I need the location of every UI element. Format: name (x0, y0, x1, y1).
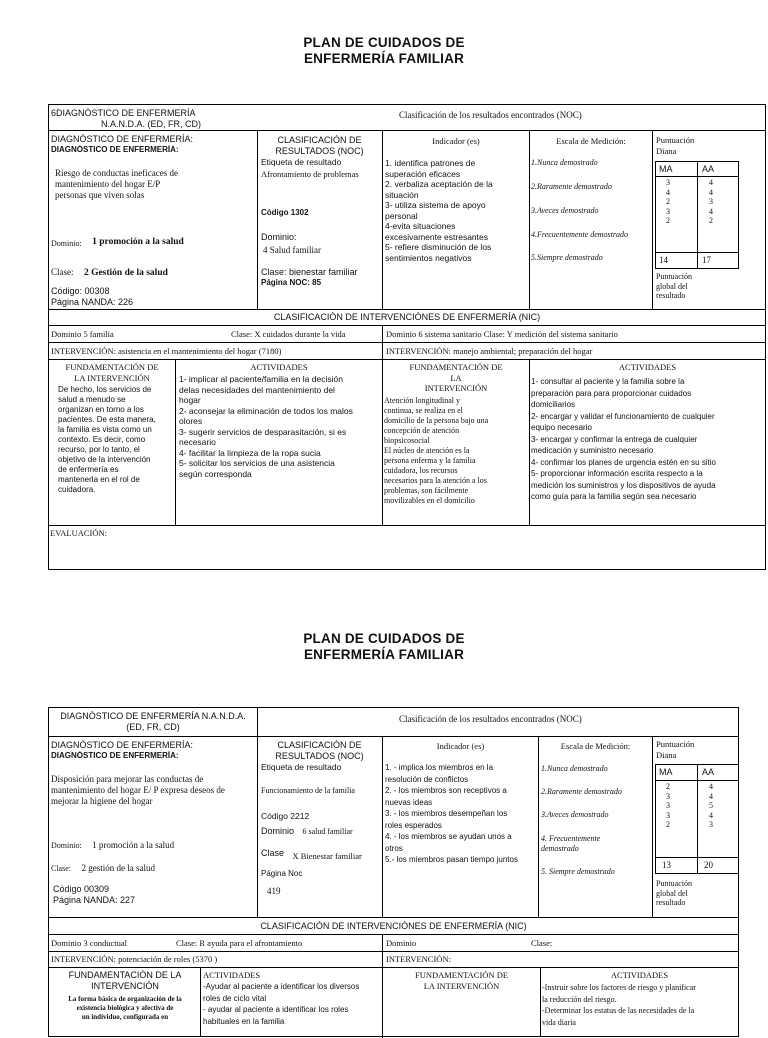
plan2-clase: Clase: 2 gestión de la salud (51, 863, 155, 873)
plan2-right-intervencion: INTERVENCIÓN: (386, 954, 451, 964)
plan2-escala-4: 4. Frecuentemente demostrado (541, 834, 601, 853)
plan2-noc-header: Clasificación de los resultados encontrados (NOC) (399, 714, 582, 724)
plan2-pagina-nanda: Página NANDA: 227 (53, 895, 136, 905)
plan1-ma-values: 3 4 2 3 2 (666, 178, 670, 225)
plan1-left-dominio: Dominio 5 familia (51, 329, 114, 339)
plan2-noc-column-title: CLASIFICACIÓN DE RESULTADOS (NOC) (275, 740, 364, 761)
plan1-noc-clase: Clase: bienestar familiar (261, 267, 358, 277)
plan2-aa-values: 4 4 5 4 3 (709, 782, 713, 829)
plan1-etiqueta: Etiqueta de resultado (261, 157, 342, 167)
plan1-nanda-header: 6DIAGNÓSTICO DE ENFERMERÍA N.A.N.D.A. (ED, FR, CD) (51, 108, 201, 129)
plan1-fund2-header: FUNDAMENTACIÓN DE LA INTERVENCIÓN (409, 362, 503, 393)
plan2-indicadores: 1. - implica los miembros en la resolución de conflictos 2. - los miembros son receptivos a nuevas ideas 3. - los miembros desempeñan los roles esperados 4. - los miembros se ayudan unos a otros 5.- los miembros pasan tiempo juntos (385, 763, 518, 864)
plan1-right-intervencion: INTERVENCIÓN: manejo ambiental; preparación del hogar (386, 346, 593, 356)
plan2-noc-pagina: Página Noc (261, 869, 303, 878)
plan1-escala-3: 3.Aveces demostrado (531, 206, 599, 215)
plan1-etiqueta-value: Afrontamiento de problemas (261, 169, 359, 179)
plan1-aa-values: 4 4 3 4 2 (709, 178, 713, 225)
plan2-puntuacion-diana: Puntuación Diana (656, 739, 695, 760)
plan1-puntuacion-diana: Puntuación Diana (656, 135, 695, 156)
plan1-fund2-text: Atención longitudinal y continua, se realiza en el domicilio de la persona bajo una concepción de atención biopsicosocial El núcleo de atención es la persona enferma y la familia cuidadora, los recursos necesarios para la atención a los problemas, son fácilmente movilizables en el domicilio (384, 396, 489, 505)
plan1-noc-pagina: Página NOC: 85 (261, 278, 322, 287)
plan1-diagnosis-title: DIAGNÓSTICO DE ENFERMERÍA: (51, 134, 194, 144)
plan2-escala-5: 5. Siempre demostrado (541, 867, 615, 876)
plan1-clase: Clase: 2 Gestión de la salud (51, 267, 168, 278)
plan2-actividades2: -Instruir sobre los factores de riesgo y planificar la reducción del riesgo. -Determinar los estatus de las necesidades de la vida diaria (542, 983, 696, 1027)
plan1-act-header: ACTIVIDADES (250, 362, 308, 372)
plan2-noc-pagina-value: 419 (267, 886, 281, 896)
plan1-escala-1: 1.Nunca demostrado (531, 158, 598, 167)
plan1-total-aa: 17 (702, 255, 711, 265)
plan2-escala-2: 2.Raramente demostrado (541, 787, 622, 796)
plan2-act2-header: ACTIVIDADES (610, 970, 669, 980)
plan1-escala-4: 4.Frecuentemente demostrado (531, 230, 629, 239)
plan1-codigo: Código: 00308 (51, 286, 110, 296)
plan2-noc-dominio: Dominio 6 salud familiar (261, 826, 353, 836)
plan2-dominio: Dominio: 1 promoción a la salud (51, 840, 175, 850)
plan1-right-dominio: Dominio 6 sistema sanitario Clase: Y medición del sistema sanitario (386, 329, 618, 339)
plan2-noc-clase: Clase X Bienestar familiar (261, 848, 362, 861)
plan1-escala-5: 5.Siempre demostrado (531, 253, 603, 262)
plan2-score-box (655, 764, 739, 874)
plan1-actividades2: 1- consultar al paciente y la familia sobre la preparación para para proporcionar cuidados domiciliarios 2- encargar y validar el funcionamiento de cualquier equipo necesario 3- encargar y confirmar la entrega de cualquier medicación y suministro necesario 4- confirmar los planes de urgencia estén en su sitio 5- proporcionar información escrita respecto a la medición los suministros y los dispositivos de ayuda como guía para la familia según sea necesario (531, 377, 716, 501)
plan2-aa-header: AA (702, 767, 715, 777)
plan2-total-ma: 13 (662, 860, 671, 870)
plan2-left-clase: Clase: R ayuda para el afrontamiento (176, 938, 303, 948)
plan1-noc-dominio-value: 4 Salud familiar (263, 245, 321, 255)
plan2-total-aa: 20 (704, 860, 713, 870)
plan2-escala-3: 3.Aveces demostrado (541, 810, 609, 819)
plan2-ma-values: 2 3 3 3 2 (666, 782, 670, 829)
plan2-left-intervencion: INTERVENCIÓN: potenciación de roles (5370 ) (51, 954, 218, 964)
plan2-fund-header: FUNDAMENTACIÓN DE LA INTERVENCIÓN (68, 970, 182, 991)
plan1-total-ma: 14 (659, 255, 668, 265)
plan2-title: PLAN DE CUIDADOS DE ENFERMERÍA FAMILIAR (303, 631, 465, 662)
plan2-etiqueta: Etiqueta de resultado (261, 762, 342, 772)
plan1-diagnosis-text: Riesgo de conductas ineficaces de mantenimiento del hogar E/P personas que viven solas (55, 168, 178, 200)
plan2-left-dominio: Dominio 3 conductual (51, 938, 128, 948)
plan2-codigo: Código 00309 (53, 884, 110, 894)
plan2-etiqueta-value: Funcionamiento de la familia (261, 786, 355, 795)
plan1-fund-header: FUNDAMENTACIÓN DE LA INTERVENCIÓN (65, 362, 159, 383)
plan1-aa-header: AA (702, 164, 715, 174)
plan2-indicador-header: Indicador (es) (436, 741, 485, 751)
plan1-left-clase: Clase: X cuidados durante la vida (231, 329, 346, 339)
plan1-pagina-nanda: Página NANDA: 226 (51, 297, 134, 307)
plan1-evaluacion: EVALUACIÓN: (50, 528, 107, 538)
plan1-ma-header: MA (659, 164, 673, 174)
plan1-indicadores: 1. identifica patrones de superación eficaces 2. verbaliza aceptación de la situación 3- utiliza sistema de apoyo personal 4-evita situaciones excesivamente estresantes 5- refiere disminución de los sentimientos negativos (385, 158, 493, 263)
plan1-left-intervencion: INTERVENCIÓN: asistencia en el mantenimiento del hogar (7180) (51, 346, 282, 356)
plan1-noc-column-title: CLASIFICACIÓN DE RESULTADOS (NOC) (275, 135, 364, 156)
plan2-fund-text: La forma básica de organización de la existencia biológica y afectiva de un individuo, configurada en (68, 995, 182, 1021)
plan1-noc-dominio: Dominio: (261, 232, 297, 242)
plan2-ma-header: MA (659, 767, 673, 777)
plan1-indicador-header: Indicador (es) (432, 136, 480, 146)
plan1-score-box (655, 161, 739, 269)
plan2-right-clase: Clase: (531, 938, 553, 948)
plan2-escala-header: Escala de Medición: (560, 741, 631, 751)
plan1-actividades: 1- implicar al paciente/familia en la decisión delas necesidades del mantenimiento del hogar 2- aconsejar la eliminación de todos los malos olores 3- sugerir servicios de desparasitación, si es necesario 4- facilitar la limpieza de la ropa sucia 5- solicitar los servicios de una asistencia según corresponda (179, 374, 353, 479)
plan2-nic-header: CLASIFICACIÓN DE INTERVENCIÓNES DE ENFERMERÍA (NIC) (260, 921, 527, 931)
plan2-diagnosis-title: DIAGNÓSTICO DE ENFERMERÍA: (51, 740, 194, 750)
plan2-act-header: ACTIVIDADES (203, 970, 261, 980)
plan2-diagnosis-subtitle: DIAGNÓSTICO DE ENFERMERÍA: (51, 751, 179, 760)
plan2-puntuacion-global: Puntuación global del resultado (656, 879, 692, 907)
plan2-right-dominio: Dominio (386, 938, 417, 948)
plan2-nanda-header: DIAGNÓSTICO DE ENFERMERÍA N.A.N.D.A. (ED, FR, CD) (60, 711, 246, 732)
plan1-codigo-noc: Código 1302 (261, 208, 309, 217)
plan1-diagnosis-subtitle: DIAGNÓSTICO DE ENFERMERÍA: (51, 145, 179, 154)
plan1-noc-header: Clasificación de los resultados encontrados (NOC) (399, 110, 582, 120)
plan1-nic-header: CLASIFICACIÓN DE INTERVENCIÓNES DE ENFERMERÍA (NIC) (273, 312, 541, 322)
plan1-fund-text: De hecho, los servicios de salud a menudo se organizan en torno a los pacientes. De esta manera, la familia es vista como un contexto. Es decir, como recurso, por lo tanto, el objetivo de la intervención de enfermería es mantenerla en el rol de cuidadora. (58, 385, 156, 494)
plan2-diagnosis-text: Disposición para mejorar las conductas de mantenimiento del hogar E/ P expresa deseos de mejorar la higiene del hogar (51, 774, 225, 806)
plan1-act2-header: ACTIVIDADES (618, 362, 677, 372)
plan1-table (48, 104, 766, 570)
plan1-escala-2: 2.Raramente demostrado (531, 182, 612, 191)
plan1-puntuacion-global: Puntuación global del resultado (656, 272, 692, 300)
plan1-escala-header: Escala de Medición: (556, 136, 626, 146)
plan2-actividades: -Ayudar al paciente a identificar los diversos roles de ciclo vital - ayudar al paciente a identificar los roles habituales en la familia (203, 982, 360, 1026)
plan2-table (48, 707, 739, 1037)
plan2-escala-1: 1.Nunca demostrado (541, 764, 608, 773)
plan2-codigo-noc: Código 2212 (261, 811, 310, 821)
plan1-title: PLAN DE CUIDADOS DE ENFERMERÍA FAMILIAR (303, 35, 465, 66)
plan1-dominio: Dominio: 1 promoción a la salud (51, 237, 184, 248)
plan2-fund2-header: FUNDAMENTACIÓN DE LA INTERVENCIÓN (414, 970, 509, 991)
